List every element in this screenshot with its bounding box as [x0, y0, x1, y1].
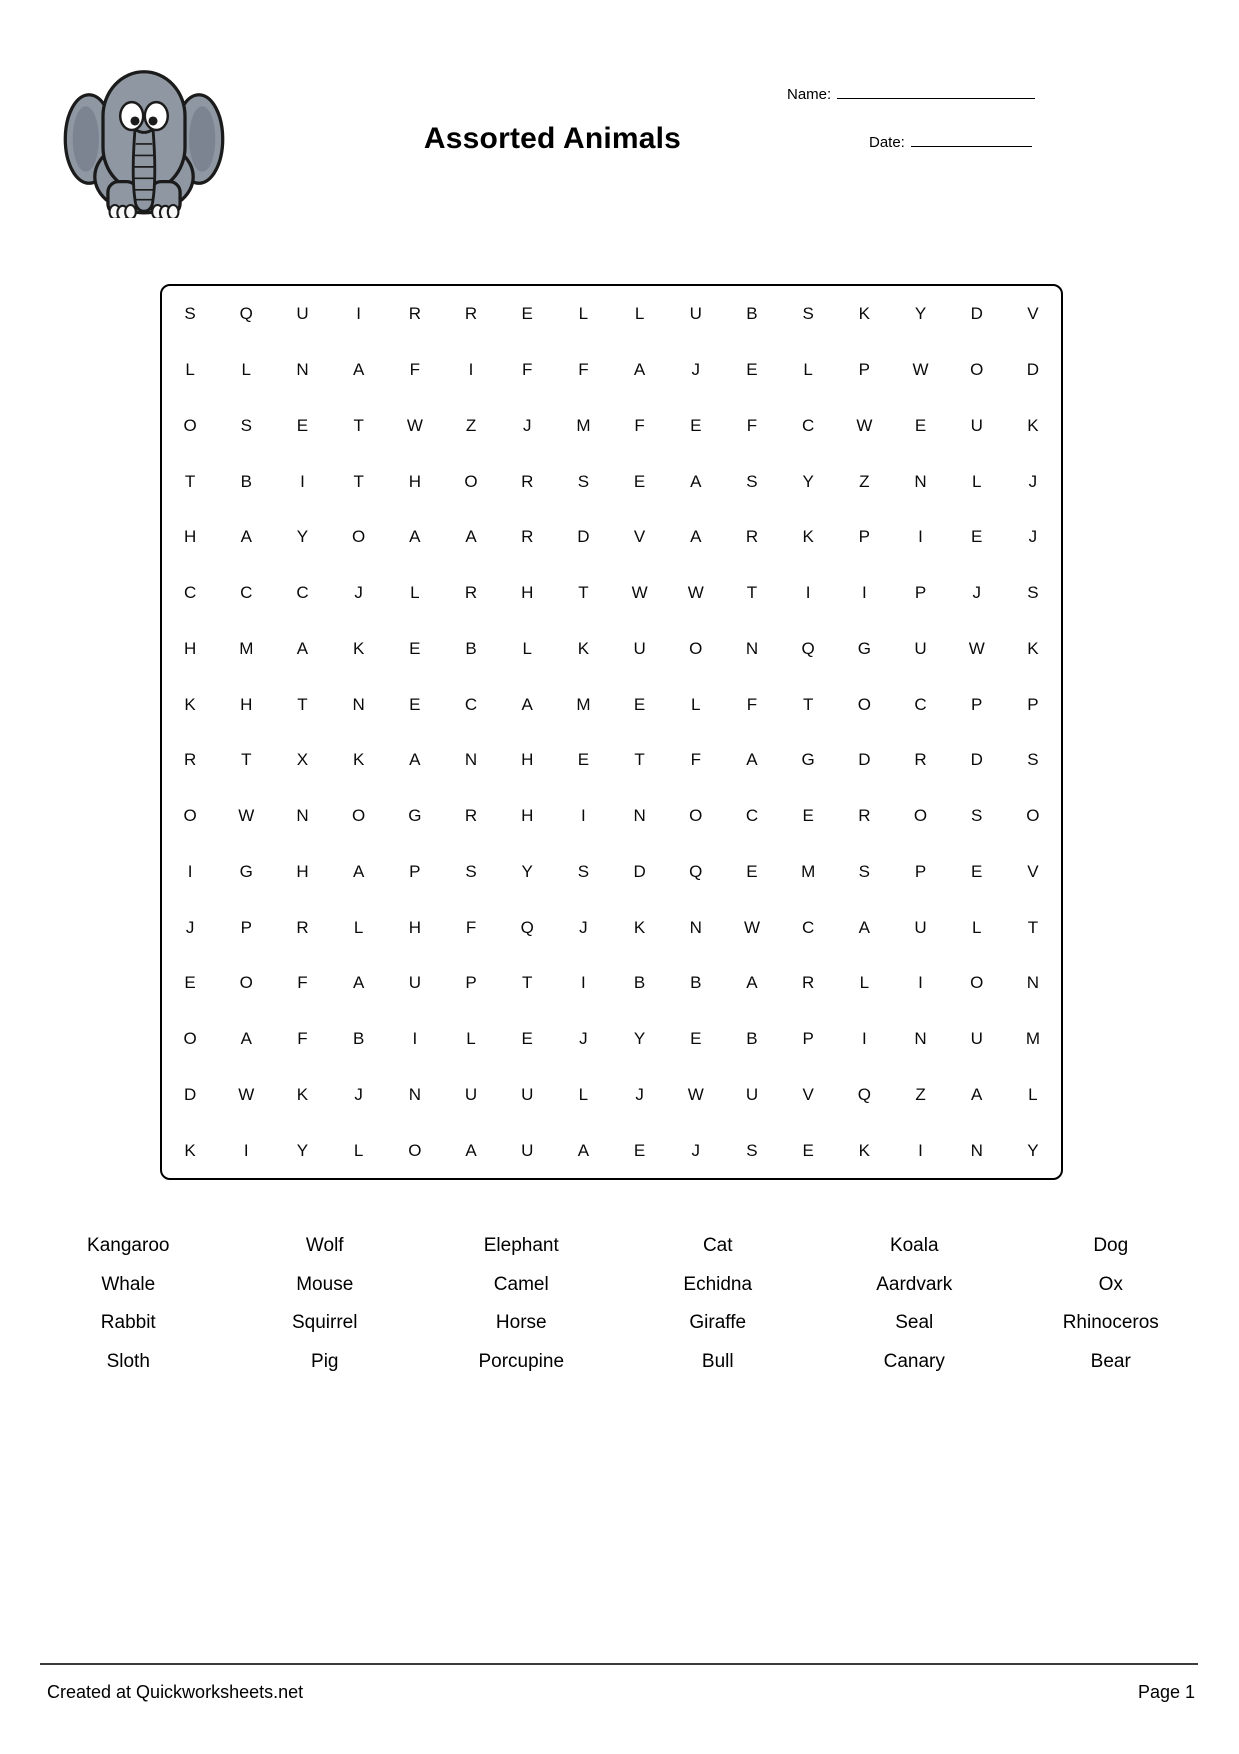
word-list-item: Wolf — [305, 1235, 344, 1256]
grid-cell: O — [408, 1140, 422, 1160]
grid-cell: M — [576, 415, 591, 435]
grid-cell: K — [1027, 415, 1039, 435]
grid-cell: F — [297, 973, 308, 993]
grid-cell: E — [633, 1140, 646, 1160]
grid-cell: J — [691, 1140, 701, 1160]
grid-cell: P — [914, 583, 927, 603]
grid-cell: E — [409, 638, 421, 658]
grid-cell: R — [464, 583, 478, 603]
grid-cell: O — [913, 806, 928, 826]
grid-cell: A — [352, 973, 365, 993]
grid-cell: W — [238, 1084, 255, 1104]
grid-cell: A — [690, 527, 702, 547]
page-number: Page 1 — [1137, 1682, 1195, 1702]
grid-cell: B — [465, 638, 477, 658]
grid-cell: O — [970, 360, 984, 380]
grid-cell: Q — [520, 917, 534, 937]
date-field — [869, 132, 1032, 151]
grid-cell: Y — [633, 1029, 646, 1049]
grid-cell: T — [353, 415, 364, 435]
word-list — [30, 1227, 1209, 1381]
grid-cell: O — [183, 806, 197, 826]
grid-cell: O — [689, 806, 703, 826]
grid-cell: U — [296, 304, 309, 324]
grid-cell: J — [579, 917, 588, 937]
grid-cell: L — [971, 917, 982, 937]
grid-cell: U — [521, 1084, 534, 1104]
grid-cell: R — [464, 806, 478, 826]
grid-cell: D — [577, 527, 590, 547]
grid-cell: E — [802, 1140, 814, 1160]
grid-cell: U — [914, 917, 927, 937]
grid-cell: N — [689, 917, 702, 937]
word-list-item: Squirrel — [292, 1312, 358, 1333]
grid-cell: A — [746, 750, 758, 770]
grid-cell: U — [970, 415, 983, 435]
grid-cell: E — [914, 415, 927, 435]
grid-cell: Z — [859, 471, 870, 491]
grid-cell: Q — [801, 638, 815, 658]
grid-cell: W — [912, 360, 929, 380]
footer-credit: Created at Quickworksheets.net — [47, 1682, 304, 1702]
grid-cell: R — [745, 527, 759, 547]
grid-cell: I — [861, 1029, 867, 1049]
grid-cell: R — [521, 527, 534, 547]
grid-cell: A — [240, 527, 252, 547]
grid-cell: J — [1028, 527, 1038, 547]
grid-cell: L — [578, 304, 589, 324]
grid-cell: Y — [296, 527, 309, 547]
grid-cell: S — [240, 415, 252, 435]
grid-cell: E — [633, 694, 646, 714]
grid-cell: B — [352, 1029, 365, 1049]
grid-cell: L — [466, 1029, 476, 1049]
grid-cell: A — [521, 694, 533, 714]
name-blank-line — [837, 84, 1035, 99]
word-list-item: Giraffe — [689, 1312, 747, 1333]
word-list-item: Cat — [702, 1235, 733, 1256]
grid-cell: L — [410, 583, 420, 603]
grid-cell: G — [239, 861, 253, 881]
grid-cell: W — [238, 806, 255, 826]
grid-cell: H — [408, 917, 421, 937]
grid-cell: R — [464, 304, 478, 324]
grid-cell: P — [802, 1029, 814, 1049]
grid-cell: H — [183, 527, 197, 547]
grid-cell: W — [687, 583, 704, 603]
grid-cell: I — [918, 527, 923, 547]
grid-cell: K — [1027, 638, 1039, 658]
grid-cell: I — [412, 1029, 418, 1049]
grid-cell: N — [914, 471, 927, 491]
word-list-item: Rhinoceros — [1062, 1312, 1159, 1333]
grid-cell: I — [918, 1140, 923, 1160]
grid-cell: C — [745, 806, 759, 826]
grid-cell: E — [802, 806, 814, 826]
word-list-item: Echidna — [683, 1273, 753, 1295]
grid-cell: A — [858, 917, 871, 937]
grid-cell: D — [1026, 360, 1040, 380]
grid-cell: I — [468, 360, 474, 380]
word-list-item: Whale — [101, 1273, 156, 1295]
grid-cell: L — [185, 360, 195, 380]
grid-cell: B — [746, 304, 758, 324]
grid-cell: L — [522, 638, 532, 658]
grid-cell: N — [464, 750, 478, 770]
grid-cell: E — [971, 861, 983, 881]
grid-cell: L — [859, 973, 870, 993]
word-list-item: Aardvark — [876, 1273, 953, 1295]
grid-cell: H — [521, 806, 534, 826]
grid-cell: B — [690, 973, 702, 993]
grid-cell: O — [464, 471, 478, 491]
grid-cell: H — [183, 638, 197, 658]
grid-cell: L — [1028, 1084, 1038, 1104]
grid-cell: L — [634, 304, 645, 324]
grid-cell: S — [746, 1140, 758, 1160]
grid-cell: H — [521, 750, 534, 770]
grid-cell: U — [408, 973, 421, 993]
grid-cell: L — [578, 1084, 589, 1104]
grid-cell: J — [972, 583, 981, 603]
grid-cell: F — [522, 360, 533, 380]
grid-cell: E — [633, 471, 646, 491]
grid-cell: T — [241, 750, 252, 770]
grid-cell: J — [579, 1029, 588, 1049]
grid-cell: K — [802, 527, 814, 547]
grid-cell: Q — [239, 304, 253, 324]
grid-cell: L — [241, 360, 252, 380]
grid-cell: I — [300, 471, 305, 491]
grid-cell: A — [465, 1140, 477, 1160]
grid-cell: S — [746, 471, 758, 491]
grid-cell: O — [183, 415, 197, 435]
grid-cell: C — [464, 694, 478, 714]
grid-cell: S — [577, 471, 590, 491]
grid-cell: K — [352, 638, 365, 658]
grid-cell: E — [690, 415, 702, 435]
grid-cell: L — [353, 917, 364, 937]
grid-cell: L — [691, 694, 701, 714]
grid-cell: O — [689, 638, 703, 658]
grid-cell: A — [690, 471, 702, 491]
grid-cell: O — [857, 694, 871, 714]
grid-cell: K — [633, 917, 646, 937]
grid-cell: C — [914, 694, 927, 714]
grid-cell: B — [633, 973, 646, 993]
grid-cell: E — [184, 973, 196, 993]
grid-cell: A — [409, 750, 421, 770]
word-list-item: Porcupine — [478, 1350, 565, 1372]
grid-cell: B — [240, 471, 252, 491]
grid-cell: J — [354, 1084, 363, 1104]
grid-cell: P — [858, 360, 871, 380]
grid-cell: W — [687, 1084, 704, 1104]
grid-cell: T — [297, 694, 308, 714]
grid-cell: P — [914, 861, 927, 881]
grid-cell: E — [971, 527, 983, 547]
grid-cell: S — [802, 304, 814, 324]
grid-cell: A — [409, 527, 421, 547]
grid-cell: N — [296, 806, 309, 826]
grid-cell: C — [802, 917, 815, 937]
grid-cell: H — [296, 861, 309, 881]
grid-cell: E — [746, 861, 758, 881]
grid-cell: I — [356, 304, 362, 324]
word-list-item: Dog — [1093, 1235, 1129, 1256]
grid-cell: R — [296, 917, 309, 937]
grid-cell: Q — [857, 1084, 871, 1104]
grid-cell: A — [296, 638, 309, 658]
grid-cell: T — [802, 694, 814, 714]
grid-cell: P — [1027, 694, 1039, 714]
grid-cell: O — [352, 527, 366, 547]
grid-cell: O — [1026, 806, 1040, 826]
grid-cell: F — [634, 415, 645, 435]
grid-cell: T — [353, 471, 364, 491]
footer-divider — [40, 1663, 1198, 1665]
grid-cell: S — [1027, 750, 1039, 770]
grid-cell: V — [633, 527, 646, 547]
grid-cell: E — [521, 304, 533, 324]
grid-cell: G — [857, 638, 871, 658]
grid-cell: N — [296, 360, 309, 380]
grid-cell: V — [802, 1084, 814, 1104]
grid-cell: N — [633, 806, 646, 826]
grid-cell: T — [746, 583, 758, 603]
grid-cell: O — [239, 973, 253, 993]
word-list-item: Camel — [493, 1273, 549, 1295]
word-list-item: Koala — [889, 1235, 939, 1256]
grid-cell: I — [581, 973, 586, 993]
grid-cell: T — [1027, 917, 1039, 937]
grid-cell: J — [522, 415, 532, 435]
name-field — [787, 84, 1035, 103]
grid-cell: I — [861, 583, 867, 603]
page-title: Assorted Animals — [423, 122, 682, 155]
grid-cell: Y — [914, 304, 927, 324]
grid-cell: T — [578, 583, 589, 603]
grid-cell: B — [746, 1029, 758, 1049]
grid-cell: K — [858, 1140, 871, 1160]
word-list-item: Elephant — [483, 1235, 559, 1256]
grid-cell: E — [577, 750, 590, 770]
grid-cell: W — [743, 917, 760, 937]
word-list-item: Rabbit — [100, 1312, 156, 1333]
grid-cell: H — [521, 583, 534, 603]
grid-cell: R — [183, 750, 197, 770]
grid-cell: K — [184, 694, 196, 714]
grid-cell: U — [745, 1084, 759, 1104]
grid-cell: J — [1028, 471, 1038, 491]
word-list-item: Canary — [883, 1350, 945, 1372]
grid-cell: S — [184, 304, 196, 324]
grid-cell: D — [970, 750, 983, 770]
grid-cell: Y — [802, 471, 814, 491]
grid-cell: G — [408, 806, 422, 826]
grid-cell: I — [243, 1140, 249, 1160]
grid-cell: T — [522, 973, 533, 993]
grid-cell: N — [745, 638, 759, 658]
word-search-grid — [160, 284, 1063, 1180]
grid-cell: V — [1027, 304, 1039, 324]
date-blank-line — [911, 132, 1032, 147]
grid-cell: I — [918, 973, 923, 993]
grid-cell: E — [690, 1029, 702, 1049]
grid-cell: T — [184, 471, 196, 491]
grid-cell: F — [746, 415, 758, 435]
grid-cell: P — [240, 917, 252, 937]
grid-cell: M — [576, 694, 591, 714]
word-list-item: Ox — [1098, 1273, 1123, 1295]
grid-cell: Y — [1027, 1140, 1039, 1160]
grid-cell: U — [689, 304, 702, 324]
grid-cell: J — [354, 583, 363, 603]
grid-cell: A — [352, 360, 365, 380]
word-list-item: Seal — [895, 1312, 934, 1333]
grid-cell: G — [801, 750, 815, 770]
grid-cell: C — [183, 583, 197, 603]
grid-cell: P — [465, 973, 477, 993]
grid-cell: C — [802, 415, 815, 435]
grid-cell: O — [183, 1029, 197, 1049]
grid-cell: O — [970, 973, 984, 993]
grid-cell: W — [406, 415, 423, 435]
grid-cell: E — [521, 1029, 533, 1049]
grid-cell: R — [914, 750, 927, 770]
grid-cell: A — [465, 527, 477, 547]
date-label: Date: — [869, 134, 905, 151]
grid-cell: E — [746, 360, 758, 380]
grid-cell: U — [521, 1140, 534, 1160]
grid-cell: Q — [689, 861, 703, 881]
grid-cell: W — [856, 415, 873, 435]
grid-cell: K — [577, 638, 590, 658]
grid-cell: F — [578, 360, 589, 380]
grid-cell: F — [746, 694, 758, 714]
grid-cell: A — [240, 1029, 252, 1049]
grid-cell: U — [464, 1084, 478, 1104]
grid-cell: S — [858, 861, 871, 881]
grid-cell: F — [297, 1029, 308, 1049]
grid-cell: M — [801, 861, 816, 881]
grid-cell: W — [968, 638, 985, 658]
grid-cell: Z — [915, 1084, 926, 1104]
grid-cell: I — [581, 806, 586, 826]
grid-cell: L — [971, 471, 982, 491]
grid-cell: S — [577, 861, 590, 881]
grid-cell: U — [914, 638, 927, 658]
grid-cell: Y — [521, 861, 533, 881]
grid-cell: D — [183, 1084, 197, 1104]
word-list-item: Horse — [495, 1312, 547, 1333]
grid-cell: S — [465, 861, 477, 881]
grid-cell: M — [239, 638, 254, 658]
grid-cell: F — [465, 917, 477, 937]
grid-cell: A — [352, 861, 365, 881]
grid-cell: K — [352, 750, 365, 770]
grid-cell: D — [858, 750, 871, 770]
grid-cell: X — [296, 750, 309, 770]
grid-cell: Y — [296, 1140, 309, 1160]
grid-cell: S — [971, 806, 983, 826]
grid-cell: V — [1027, 861, 1039, 881]
grid-cell: H — [408, 471, 421, 491]
grid-cell: A — [577, 1140, 590, 1160]
grid-cell: E — [296, 415, 309, 435]
grid-cell: R — [802, 973, 815, 993]
grid-cell: C — [296, 583, 309, 603]
grid-cell: K — [858, 304, 871, 324]
grid-cell: O — [352, 806, 366, 826]
word-list-item: Sloth — [106, 1350, 150, 1372]
grid-cell: P — [971, 694, 983, 714]
grid-cell: R — [521, 471, 534, 491]
grid-cell: D — [633, 861, 646, 881]
grid-cell: C — [240, 583, 253, 603]
grid-cell: F — [409, 360, 421, 380]
grid-cell: E — [409, 694, 421, 714]
grid-cell: A — [633, 360, 646, 380]
word-list-item: Mouse — [296, 1273, 354, 1295]
grid-cell: A — [971, 1084, 983, 1104]
grid-cell: N — [914, 1029, 927, 1049]
grid-cell: L — [803, 360, 813, 380]
grid-cell: J — [185, 917, 195, 937]
grid-cell: R — [408, 304, 421, 324]
word-list-item: Bear — [1090, 1350, 1131, 1372]
grid-cell: U — [970, 1029, 983, 1049]
word-list-item: Pig — [311, 1350, 339, 1372]
grid-cell: I — [805, 583, 811, 603]
name-label: Name: — [787, 86, 832, 103]
grid-cell: S — [1027, 583, 1039, 603]
grid-cell: T — [634, 750, 645, 770]
grid-cell: P — [409, 861, 421, 881]
grid-cell: J — [635, 1084, 644, 1104]
grid-cell: K — [296, 1084, 309, 1104]
grid-cell: N — [970, 1140, 983, 1160]
grid-cell: N — [408, 1084, 421, 1104]
grid-cell: N — [352, 694, 365, 714]
grid-cell: K — [184, 1140, 196, 1160]
grid-cell: U — [633, 638, 646, 658]
grid-cell: N — [1026, 973, 1040, 993]
grid-cell: Z — [465, 415, 477, 435]
grid-cell: P — [858, 527, 871, 547]
word-list-item: Kangaroo — [87, 1235, 170, 1256]
grid-cell: A — [746, 973, 758, 993]
grid-cell: J — [691, 360, 701, 380]
grid-cell: L — [353, 1140, 364, 1160]
grid-cell: H — [240, 694, 253, 714]
grid-cell: F — [690, 750, 701, 770]
word-list-item: Bull — [701, 1350, 734, 1372]
grid-cell: R — [858, 806, 871, 826]
grid-cell: I — [187, 861, 193, 881]
grid-cell: D — [970, 304, 983, 324]
grid-cell: M — [1025, 1029, 1040, 1049]
grid-cell: W — [631, 583, 648, 603]
